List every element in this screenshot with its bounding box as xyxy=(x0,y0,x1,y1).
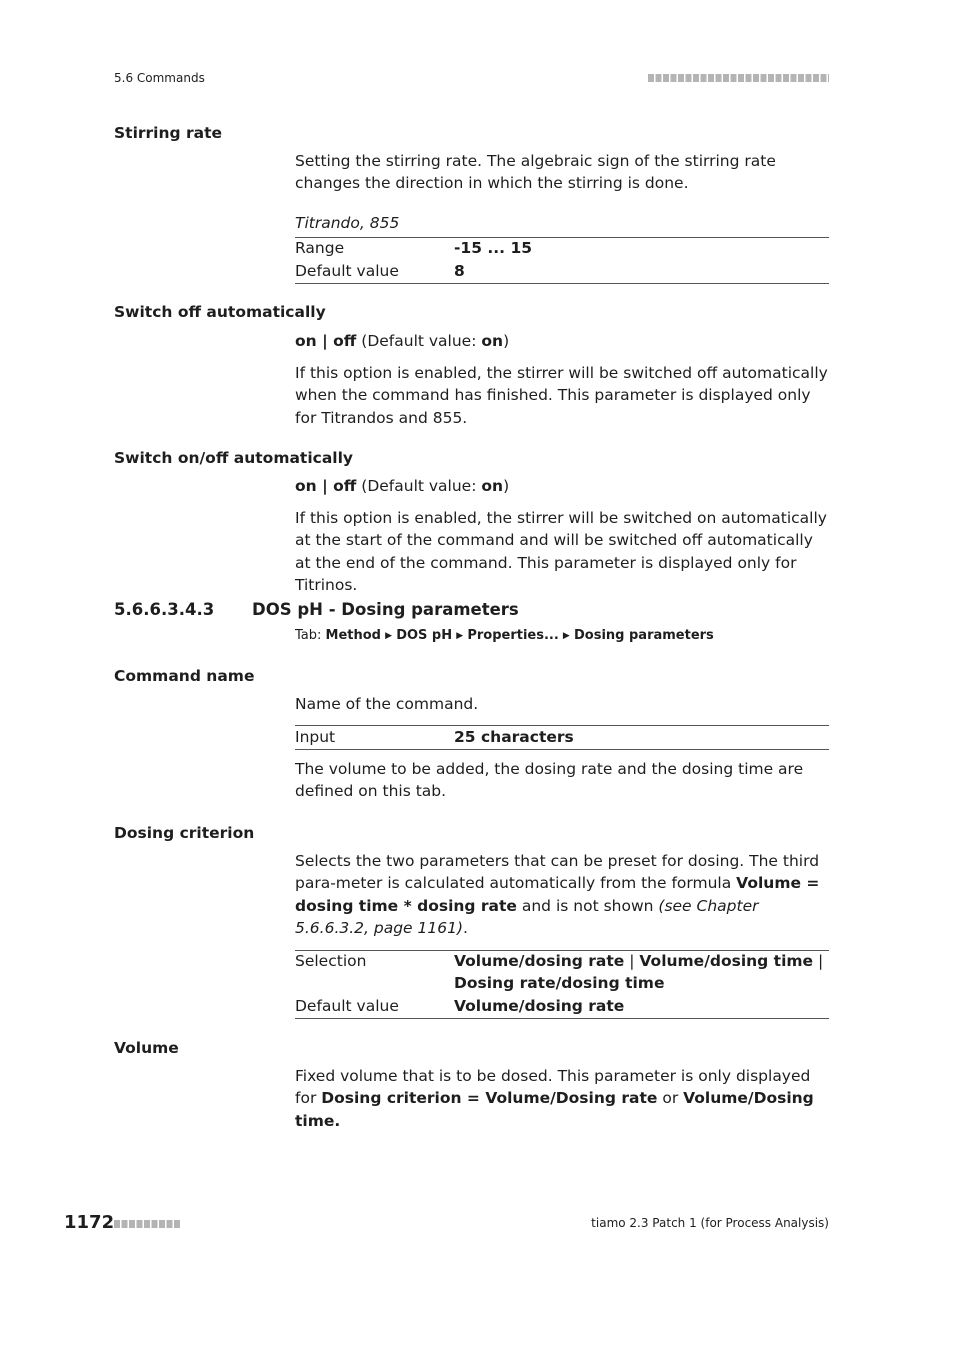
stirring-rate-title: Stirring rate xyxy=(114,124,223,142)
table-rule xyxy=(295,283,829,284)
arrow-right-icon: ▶ xyxy=(385,631,393,641)
desc-bold: Volume/Dosing time. xyxy=(295,1089,814,1130)
desc-text: Selects the two parameters that can be preset for dosing. The third para-meter is calculated automatically from the formula xyxy=(295,852,820,893)
default-value: 8 xyxy=(454,262,465,280)
switch-off-description: If this option is enabled, the stirrer will be switched off automatically when the command has finished. This parameter is displayed only for Titrandos and 855. xyxy=(295,364,828,427)
separator: | xyxy=(624,952,640,970)
switch-onoff-description: If this option is enabled, the stirrer will be switched on automatically at the start of the command and will be switched off automatically at the end of the command. This parameter is displayed only for Titrinos. xyxy=(295,509,827,595)
arrow-right-icon: ▶ xyxy=(456,631,464,641)
dosing-criterion-title: Dosing criterion xyxy=(114,824,255,842)
command-name-description: Name of the command. xyxy=(295,695,479,713)
range-label: Range xyxy=(295,239,345,257)
default-prefix: (Default value: xyxy=(356,332,482,350)
default-prefix: (Default value: xyxy=(356,477,482,495)
switch-onoff-options xyxy=(295,475,829,497)
breadcrumb-properties: Properties... xyxy=(467,628,559,643)
breadcrumb-dosing-parameters: Dosing parameters xyxy=(573,628,714,643)
formula: Volume = dosing time * dosing rate xyxy=(295,874,820,915)
switch-onoff-title: Switch on/off automatically xyxy=(114,449,354,467)
table-rule xyxy=(295,749,829,750)
default-text: on xyxy=(481,332,504,350)
options-text: on | off xyxy=(295,332,357,350)
default-text: on xyxy=(481,477,504,495)
input-value: 25 characters xyxy=(454,728,574,746)
stirring-rate-description: Setting the stirring rate. The algebraic sign of the stirring rate changes the direction in which the stirring is done. xyxy=(295,152,776,193)
range-value: -15 ... 15 xyxy=(454,239,533,257)
table-rule xyxy=(295,1018,829,1019)
stirring-rate-table-caption: Titrando, 855 xyxy=(295,214,400,232)
footer-decoration xyxy=(114,1220,181,1228)
default-value-label: Default value xyxy=(295,997,399,1015)
default-value: Volume/dosing rate xyxy=(454,997,625,1015)
selection-label: Selection xyxy=(295,952,367,970)
desc-end: . xyxy=(463,919,468,938)
breadcrumb-method: Method xyxy=(325,628,381,643)
page-number: 1172 xyxy=(64,1212,115,1233)
volume-title: Volume xyxy=(114,1039,179,1057)
chapter-title: DOS pH - Dosing parameters xyxy=(252,600,519,619)
dosing-criterion-description xyxy=(295,850,829,940)
desc-text: and is not shown xyxy=(516,896,659,915)
input-label: Input xyxy=(295,728,336,746)
default-suffix: ) xyxy=(503,477,510,495)
command-name-title: Command name xyxy=(114,667,255,685)
default-value-label: Default value xyxy=(295,262,399,280)
desc-text: Fixed volume that is to be dosed. This parameter is only displayed for xyxy=(295,1067,811,1108)
header-decoration xyxy=(648,74,829,82)
chapter-reference-link[interactable]: (see Chapter 5.6.6.3.2, page 1161) xyxy=(295,896,759,938)
selection-option: Dosing rate/dosing time xyxy=(454,974,665,993)
footer-product: tiamo 2.3 Patch 1 (for Process Analysis) xyxy=(591,1216,829,1230)
tab-breadcrumb xyxy=(295,628,714,643)
default-suffix: ) xyxy=(503,332,510,350)
tab-prefix: Tab: xyxy=(295,628,326,643)
selection-option: Volume/dosing rate xyxy=(454,952,625,970)
selection-option: Volume/dosing time xyxy=(639,952,814,970)
selection-values xyxy=(454,950,829,995)
command-name-note: The volume to be added, the dosing rate and the dosing time are defined on this tab. xyxy=(295,760,804,801)
chapter-number: 5.6.6.3.4.3 xyxy=(114,600,215,619)
options-text: on | off xyxy=(295,477,357,495)
separator: | xyxy=(813,952,824,970)
arrow-right-icon: ▶ xyxy=(562,631,570,641)
volume-description xyxy=(295,1065,829,1132)
switch-off-options xyxy=(295,330,829,352)
running-header-section: 5.6 Commands xyxy=(114,71,205,85)
desc-bold: Dosing criterion = Volume/Dosing rate xyxy=(321,1089,658,1108)
desc-text: or xyxy=(657,1089,684,1108)
breadcrumb-dos-ph: DOS pH xyxy=(396,628,453,643)
switch-off-title: Switch off automatically xyxy=(114,303,326,321)
